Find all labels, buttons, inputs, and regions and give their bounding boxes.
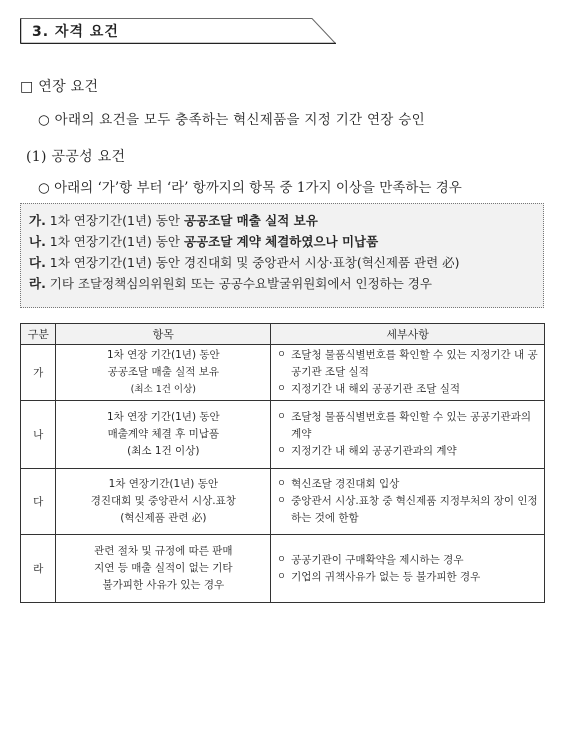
criteria-key: 다. (29, 255, 46, 270)
row-details (271, 345, 545, 401)
detail-bullet (277, 493, 544, 527)
detail-text: 혁신조달 경진대회 입상 (291, 478, 400, 490)
section-header (20, 18, 336, 44)
item-line: (최소 1건 이상) (130, 384, 196, 395)
row-label: 가 (21, 345, 56, 401)
item-line: 1차 연장 기간(1년) 동안 (106, 411, 220, 423)
detail-text: 지정기간 내 해외 공공기관과의 계약 (291, 445, 457, 457)
criteria-item (29, 210, 535, 231)
item-line: (최소 1건 이상) (127, 445, 200, 457)
criteria-box (20, 203, 544, 308)
detail-text: 조달청 물품식별번호를 확인할 수 있는 지정기간 내 공공기관 조달 실적 (291, 349, 538, 378)
table-row (21, 401, 545, 469)
row-details (271, 535, 545, 603)
item-line: 1차 연장 기간(1년) 동안 (106, 349, 220, 361)
detail-bullet (277, 381, 544, 398)
criteria-text: 기타 조달정책심의위원회 또는 공공수요발굴위원회에서 인정하는 경우 (45, 276, 432, 291)
heading-extension-requirements: □ 연장 요건 (20, 79, 99, 95)
criteria-item (29, 252, 535, 273)
row-item (56, 535, 271, 603)
item-line: 매출계약 체결 후 미납품 (107, 428, 220, 440)
criteria-item (29, 231, 535, 252)
bullet-icon: ㅇ (277, 384, 286, 394)
table-header-row (21, 324, 545, 345)
line-approval-condition: ○ 아래의 요건을 모두 충족하는 혁신제품을 지정 기간 연장 승인 (38, 112, 425, 128)
bullet-icon: ㅇ (277, 350, 286, 360)
row-label: 다 (21, 469, 56, 535)
detail-bullet (277, 569, 544, 586)
detail-bullet (277, 409, 544, 443)
criteria-item (29, 273, 535, 294)
detail-bullet (277, 476, 544, 493)
criteria-key: 나. (29, 234, 46, 249)
item-line: 경진대회 및 중앙관서 시상.표창 (90, 495, 236, 507)
header-item: 항목 (56, 324, 271, 345)
table-row (21, 535, 545, 603)
line-public-condition: ○ 아래의 ‘가’항 부터 ‘라’ 항까지의 항목 중 1가지 이상을 만족하는 경우 (38, 180, 462, 196)
criteria-key: 라. (29, 276, 46, 291)
row-label: 나 (21, 401, 56, 469)
detail-bullet (277, 347, 544, 381)
detail-bullet (277, 552, 544, 569)
bullet-icon: ㅇ (277, 412, 286, 422)
item-line: 불가피한 사유가 있는 경우 (102, 579, 225, 591)
row-item (56, 469, 271, 535)
bullet-icon: ㅇ (277, 446, 286, 456)
row-item (56, 401, 271, 469)
bullet-icon: ㅇ (277, 554, 286, 565)
criteria-text: 1차 연장기간(1년) 동안 (45, 213, 184, 228)
criteria-text: 1차 연장기간(1년) 동안 경진대회 및 중앙관서 시상·표창(혁신제품 관련 必) (45, 255, 460, 270)
criteria-key: 가. (29, 213, 46, 228)
bullet-icon: ㅇ (277, 571, 286, 582)
row-label: 라 (21, 535, 56, 603)
item-line: 1차 연장기간(1년) 동안 (108, 478, 218, 490)
row-details (271, 469, 545, 535)
detail-text: 공공기관이 구매확약을 제시하는 경우 (291, 553, 464, 566)
row-details (271, 401, 545, 469)
detail-text: 기업의 귀책사유가 없는 등 불가피한 경우 (291, 570, 481, 583)
table-row (21, 469, 545, 535)
item-line: 지연 등 매출 실적이 없는 기타 (94, 562, 233, 574)
criteria-emphasis: 공공조달 매출 실적 보유 (183, 213, 318, 228)
table-row (21, 345, 545, 401)
criteria-emphasis: 공공조달 계약 체결하였으나 미납품 (183, 234, 379, 249)
criteria-text: 1차 연장기간(1년) 동안 (45, 234, 184, 249)
item-line: (혁신제품 관련 必) (120, 512, 207, 524)
header-category: 구분 (21, 324, 56, 345)
bullet-icon: ㅇ (277, 479, 286, 489)
detail-text: 조달청 물품식별번호를 확인할 수 있는 공공기관과의 계약 (291, 411, 531, 440)
detail-text: 지정기간 내 해외 공공기관 조달 실적 (291, 383, 460, 395)
item-line: 관련 절차 및 규정에 따른 판매 (94, 545, 233, 557)
heading-public-requirements: (1) 공공성 요건 (26, 149, 126, 165)
bullet-icon: ㅇ (277, 496, 286, 506)
section-title: 3. 자격 요건 (32, 24, 119, 40)
header-details: 세부사항 (271, 324, 545, 345)
requirements-table (20, 323, 545, 603)
row-item (56, 345, 271, 401)
detail-bullet (277, 443, 544, 460)
item-line: 공공조달 매출 실적 보유 (107, 366, 220, 378)
detail-text: 중앙관서 시상.표창 중 혁신제품 지정부처의 장이 인정하는 것에 한함 (291, 495, 538, 524)
